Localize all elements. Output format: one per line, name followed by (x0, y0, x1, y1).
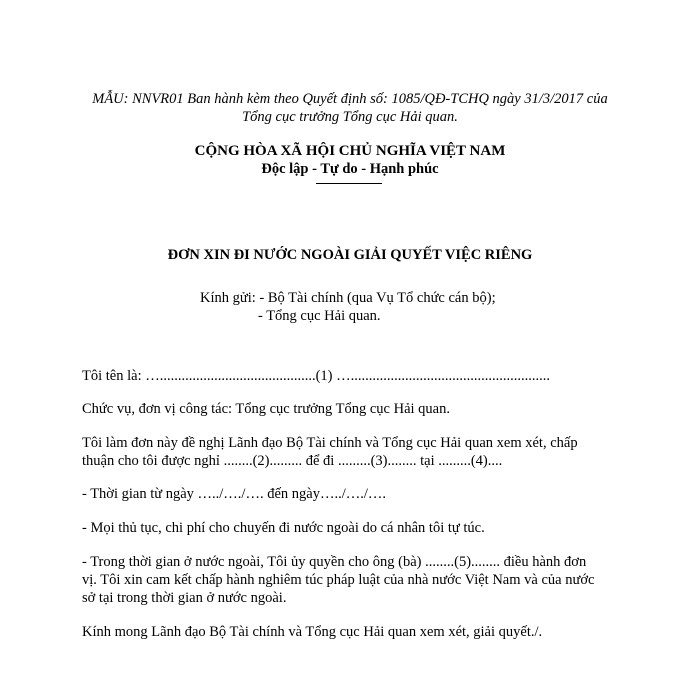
time-period-line: - Thời gian từ ngày …../…./…. đến ngày…../…./…. (82, 486, 387, 502)
position-line: Chức vụ, đơn vị công tác: Tổng cục trưởng Tổng cục Hải quan. (82, 401, 450, 417)
cost-line: - Mọi thủ tục, chi phí cho chuyến đi nước ngoài do cá nhân tôi tự túc. (82, 520, 485, 536)
motto-underline (316, 183, 382, 184)
recipient-line-1: Kính gửi: - Bộ Tài chính (qua Vụ Tổ chức cán bộ); (200, 290, 496, 306)
request-line-2: thuận cho tôi được nghỉ ........(2)......... để đi .........(3)........ tại .........(4).... (82, 453, 503, 469)
delegate-line-2: vị. Tôi xin cam kết chấp hành nghiêm túc pháp luật của nhà nước Việt Nam và của nước (82, 572, 595, 588)
name-line: Tôi tên là: …...........................................(1) …....................................................... (82, 368, 551, 384)
delegate-line-1: - Trong thời gian ở nước ngoài, Tôi ủy quyền cho ông (bà) ........(5)........ điều hành đơn (82, 554, 587, 570)
delegate-line-3: sở tại trong thời gian ở nước ngoài. (82, 590, 287, 606)
template-note-line-1: MẪU: NNVR01 Ban hành kèm theo Quyết định số: 1085/QĐ-TCHQ ngày 31/3/2017 của (92, 91, 608, 107)
national-title: CỘNG HÒA XÃ HỘI CHỦ NGHĨA VIỆT NAM (194, 143, 506, 159)
national-motto: Độc lập - Tự do - Hạnh phúc (261, 161, 439, 177)
recipient-line-2: - Tổng cục Hải quan. (258, 308, 381, 324)
document-title: ĐƠN XIN ĐI NƯỚC NGOÀI GIẢI QUYẾT VIỆC RIÊNG (167, 247, 533, 263)
closing-line: Kính mong Lãnh đạo Bộ Tài chính và Tổng cục Hải quan xem xét, giải quyết./. (82, 624, 543, 640)
template-note-line-2: Tổng cục trưởng Tổng cục Hải quan. (242, 109, 458, 125)
request-line-1: Tôi làm đơn này đề nghị Lãnh đạo Bộ Tài chính và Tổng cục Hải quan xem xét, chấp (82, 435, 578, 451)
